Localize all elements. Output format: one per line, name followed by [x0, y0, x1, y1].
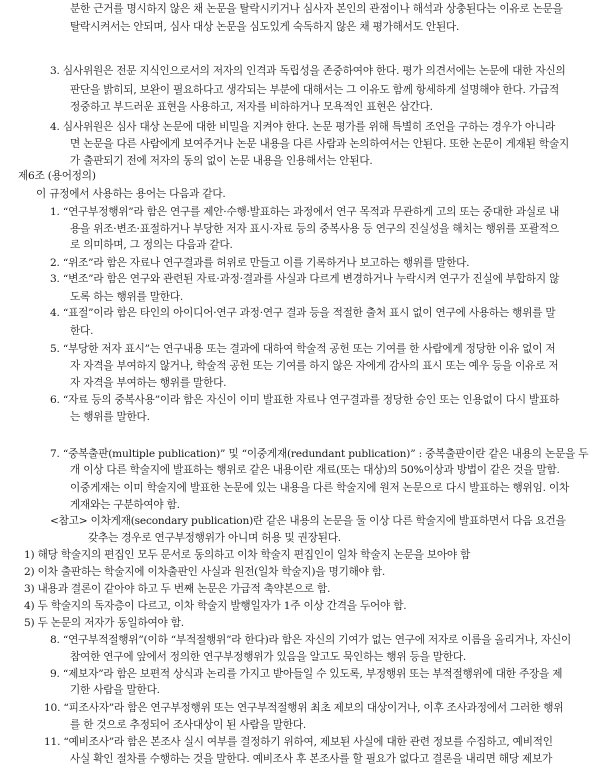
- text-line: 2. “위조”라 함은 자료나 연구결과를 허위로 만들고 이를 기록하거나 보고하는 행위를 말한다.: [50, 256, 470, 269]
- text-line: 도록 하는 행위를 말한다.: [70, 290, 184, 303]
- condition-3: 3) 내용과 결론이 같아야 하고 두 번째 논문은 가급적 축약본으로 함.: [24, 583, 331, 596]
- text-line: 9. “제보자”라 함은 보편적 상식과 논리를 가지고 받아들일 수 있도록, 부정행위 또는 부적절행위에 대한 주장을 제: [50, 667, 563, 680]
- text-line: 3. 심사위원은 전문 지식인으로서의 저자의 인격과 독립성을 존중하여야 한다. 평가 의견서에는 논문에 대한 자신의: [50, 65, 566, 78]
- text-line: 8. “연구부적절행위”(이하 “부적절행위”라 한다)라 함은 자신의 기여가 없는 연구에 저자로 이름을 올리거나, 자신이: [50, 633, 572, 646]
- text-line: 기한 사람을 말한다.: [70, 684, 160, 697]
- text-line: <참고> 이차게재(secondary publication)란 같은 내용의 논문을 둘 이상 다른 학술지에 발표하면서 다음 요건을: [50, 515, 566, 528]
- text-line: 판단을 밝히되, 보완이 필요하다고 생각되는 부분에 대해서는 그 이유도 함께 항세하게 설명해야 한다. 가급적: [70, 83, 559, 96]
- text-line: 게재와는 구분하여야 함.: [70, 498, 180, 511]
- text-line: 한다.: [70, 324, 94, 337]
- text-line: 4. 심사위원은 심사 대상 논문에 대한 비밀을 지켜야 한다. 논문 평가를 위해 특별히 조언을 구하는 경우가 아니라: [50, 121, 556, 134]
- text-line: 자 자격을 부여하지 않거나, 학술적 공헌 또는 기여를 하지 않은 자에게 감사의 표시 또는 예우 등을 이유로 저: [70, 360, 559, 373]
- text-line: 자 자격을 부여하는 행위를 말한다.: [70, 377, 227, 389]
- text-line: 참여한 연구에 앞에서 정의한 연구부정행위가 있음을 알고도 묵인하는 행위 등을 말한다.: [70, 651, 467, 664]
- text-line: 분한 근거를 명시하지 않은 채 논문을 탈락시키거나 심사자 본인의 관점이나 해석과 상충된다는 이유로 논문을: [70, 2, 563, 15]
- text-line: 사실 확인 절차를 수행하는 것을 말한다. 예비조사 후 본조사를 할 필요가 없다고 결론을 내리면 해당 제보가: [70, 753, 553, 765]
- text-line: 4. “표절”이라 함은 타인의 아이디어·연구 과정·연구 결과 등을 적절한 출처 표시 없이 연구에 사용하는 행위를 말: [50, 307, 556, 320]
- text-line: 10. “피조사자”라 함은 연구부정행위 또는 연구부적절행위 최초 제보의 대상이거나, 이후 조사과정에서 그러한 행위: [44, 701, 564, 714]
- text-line: 5. “부당한 저자 표시”는 연구내용 또는 결과에 대하여 학술적 공헌 또는 기여를 한 사람에게 정당한 이유 없이 저: [50, 343, 556, 356]
- text-line: 3. “변조”라 함은 연구와 관련된 자료·과정·결과를 사실과 다르게 변경하거나 누락시켜 연구가 진실에 부합하지 않: [50, 273, 560, 286]
- text-line: 개 이상 다른 학술지에 발표하는 행위로 같은 내용이란 재료(또는 대상)의 50%이상과 방법이 같은 것을 말함.: [70, 464, 560, 477]
- condition-1: 1) 해당 학술지의 편집인 모두 문서로 동의하고 이차 학술지 편집인이 일차 학술지 논문을 보아야 함: [24, 549, 471, 562]
- article-6-title: 제6조 (용어정의): [18, 169, 96, 182]
- text-line: 는 행위를 말한다.: [70, 410, 150, 423]
- text-line: 가 출판되기 전에 저자의 동의 없이 논문 내용을 인용해서는 안된다.: [70, 155, 373, 168]
- text-line: 탈락시켜서는 안되며, 심사 대상 논문을 심도있게 숙독하지 않은 채 평가해서도 안된다.: [70, 21, 460, 34]
- text-line: 6. “자료 등의 중복사용”이라 함은 자신이 이미 발표한 자료나 연구결과를 정당한 승인 또는 인용없이 다시 발표하: [50, 393, 560, 406]
- article-6-intro: 이 규정에서 사용하는 용어는 다음과 같다.: [36, 188, 226, 201]
- text-line: 면 논문을 다른 사람에게 보여주거나 논문 내용을 다른 사람과 논의하여서는 안된다. 또한 논문이 게재된 학술지: [70, 137, 570, 150]
- text-line: 갖추는 경우로 연구부정행위가 아니며 허용 및 권장된다.: [88, 531, 341, 544]
- text-line: 정중하고 부드러운 표현을 사용하고, 저자를 비하하거나 모욕적인 표현은 삼간다.: [70, 100, 433, 113]
- condition-5: 5) 두 논문의 저자가 동일하여야 함.: [24, 617, 184, 630]
- text-line: 이중게재는 이미 학술지에 발표한 논문에 있는 내용을 다른 학술지에 원저 논문으로 다시 발표하는 행위임. 이차: [70, 481, 570, 494]
- text-line: 로 의미하며, 그 정의는 다음과 같다.: [70, 239, 233, 252]
- text-line: 7. “중복출판(multiple publication)” 및 “이중게재(redundant publication)” : 중복출판이란 같은 내용의 논문을 두: [50, 447, 589, 460]
- text-line: 를 한 것으로 추정되어 조사대상이 된 사람을 말한다.: [70, 719, 307, 732]
- condition-2: 2) 이차 출판하는 학술지에 이차출판인 사실과 원전(일차 학술지)을 명기해야 함.: [24, 565, 386, 578]
- text-line: 11. “예비조사”라 함은 본조사 실시 여부를 결정하기 위하여, 제보된 사실에 대한 관련 정보를 수집하고, 예비적인: [44, 735, 553, 748]
- text-line: 1. “연구부정행위”라 함은 연구를 제안·수행·발표하는 과정에서 연구 목적과 무관하게 고의 또는 중대한 과실로 내: [50, 205, 560, 218]
- condition-4: 4) 두 학술지의 독자층이 다르고, 이차 학술지 발행일자가 1주 이상 간격을 두어야 함.: [24, 599, 407, 612]
- text-line: 용을 위조·변조·표절하거나 부당한 저자 표시·자료 등의 중복사용 등 연구의 진실성을 해치는 행위를 포괄적으: [70, 222, 559, 235]
